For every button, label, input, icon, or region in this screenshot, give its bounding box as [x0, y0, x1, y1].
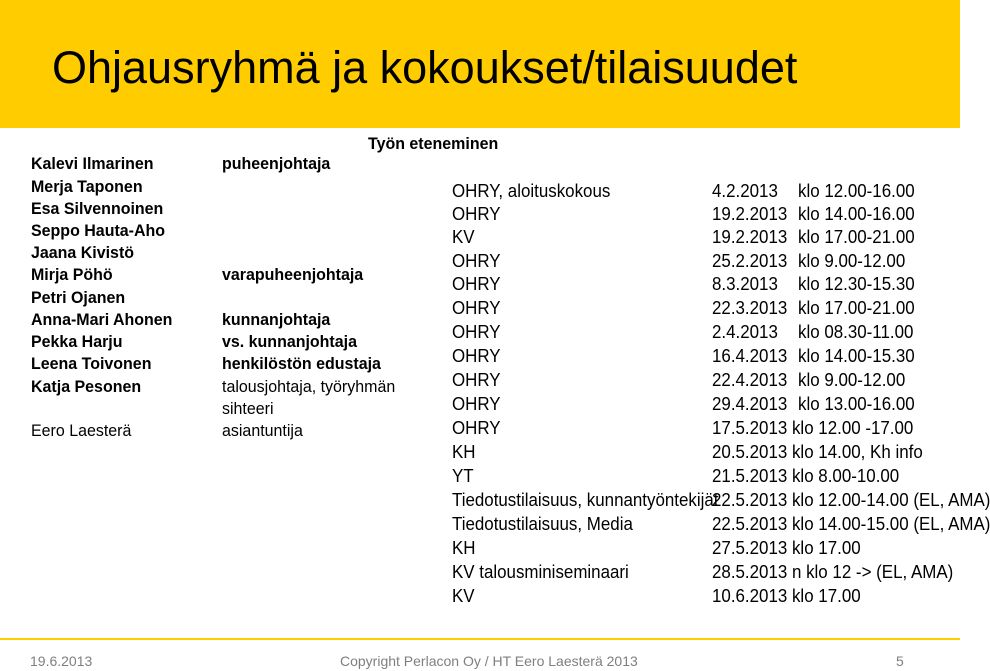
- meeting-event: OHRY, aloituskokous: [452, 181, 611, 201]
- meeting-date: 16.4.2013: [712, 346, 788, 366]
- member-name: Esa Silvennoinen: [31, 199, 164, 218]
- member-name: Katja Pesonen: [31, 377, 142, 396]
- meeting-event: Tiedotustilaisuus, Media: [452, 514, 633, 534]
- member-name: Leena Toivonen: [31, 354, 152, 373]
- role-label: talousjohtaja, työryhmän: [222, 377, 396, 396]
- meeting-event: OHRY: [452, 274, 501, 294]
- footer-copyright: Copyright Perlacon Oy / HT Eero Laesterä 2013: [340, 653, 638, 669]
- meeting-date: 28.5.2013 n klo 12 -> (EL, AMA): [712, 562, 954, 582]
- member-name: Merja Taponen: [31, 177, 143, 196]
- meeting-date: 22.3.2013: [712, 298, 788, 318]
- meeting-event: OHRY: [452, 346, 501, 366]
- meeting-event: KH: [452, 538, 476, 558]
- member-name: Mirja Pöhö: [31, 265, 113, 284]
- meeting-event: OHRY: [452, 204, 501, 224]
- meeting-time: klo 14.00-16.00: [798, 204, 915, 224]
- meeting-time: klo 9.00-12.00: [798, 251, 906, 271]
- meeting-event: OHRY: [452, 394, 501, 414]
- role-label: puheenjohtaja: [222, 154, 331, 173]
- meeting-time: klo 12.00-16.00: [798, 181, 915, 201]
- role-label: henkilöstön edustaja: [222, 354, 381, 373]
- footer-divider: [0, 638, 960, 640]
- member-name: Seppo Hauta-Aho: [31, 221, 166, 240]
- meeting-time: klo 17.00-21.00: [798, 227, 915, 247]
- meeting-date: 27.5.2013 klo 17.00: [712, 538, 861, 558]
- meeting-time: klo 12.30-15.30: [798, 274, 915, 294]
- meeting-date: 22.4.2013: [712, 370, 788, 390]
- meeting-event: OHRY: [452, 298, 501, 318]
- member-name: Pekka Harju: [31, 332, 123, 351]
- footer-date: 19.6.2013: [30, 653, 93, 669]
- slide-title: Ohjausryhmä ja kokoukset/tilaisuudet: [52, 42, 798, 93]
- meeting-date: 4.2.2013: [712, 181, 778, 201]
- section-heading: Työn eteneminen: [368, 134, 499, 153]
- meeting-event: KV talousminiseminaari: [452, 562, 629, 582]
- meeting-date: 10.6.2013 klo 17.00: [712, 586, 861, 606]
- meeting-date: 21.5.2013 klo 8.00-10.00: [712, 466, 900, 486]
- meeting-event: KV: [452, 227, 475, 247]
- meeting-event: KH: [452, 442, 476, 462]
- meeting-time: klo 9.00-12.00: [798, 370, 906, 390]
- member-name: Eero Laesterä: [31, 421, 132, 440]
- meeting-event: OHRY: [452, 322, 501, 342]
- role-label: kunnanjohtaja: [222, 310, 331, 329]
- meeting-time: klo 14.00-15.30: [798, 346, 915, 366]
- member-name: Kalevi Ilmarinen: [31, 154, 154, 173]
- meeting-time: klo 13.00-16.00: [798, 394, 915, 414]
- meeting-date: 2.4.2013: [712, 322, 778, 342]
- meeting-event: KV: [452, 586, 475, 606]
- meeting-event: OHRY: [452, 251, 501, 271]
- role-label: asiantuntija: [222, 421, 303, 440]
- meeting-date: 22.5.2013 klo 14.00-15.00 (EL, AMA): [712, 514, 990, 534]
- meeting-event: OHRY: [452, 370, 501, 390]
- meeting-date: 22.5.2013 klo 12.00-14.00 (EL, AMA): [712, 490, 990, 510]
- meeting-date: 25.2.2013: [712, 251, 788, 271]
- role-label: sihteeri: [222, 399, 274, 418]
- meeting-event: YT: [452, 466, 474, 486]
- member-name: Anna-Mari Ahonen: [31, 310, 173, 329]
- meeting-date: 8.3.2013: [712, 274, 778, 294]
- role-label: vs. kunnanjohtaja: [222, 332, 357, 351]
- member-name: Jaana Kivistö: [31, 243, 135, 262]
- meeting-time: klo 08.30-11.00: [798, 322, 914, 342]
- member-name: Petri Ojanen: [31, 288, 126, 307]
- meeting-date: 17.5.2013 klo 12.00 -17.00: [712, 418, 914, 438]
- meeting-date: 29.4.2013: [712, 394, 788, 414]
- role-label: varapuheenjohtaja: [222, 265, 364, 284]
- meeting-event: OHRY: [452, 418, 501, 438]
- meeting-date: 19.2.2013: [712, 227, 788, 247]
- page-number: 5: [896, 653, 904, 669]
- meeting-time: klo 17.00-21.00: [798, 298, 915, 318]
- meeting-event: Tiedotustilaisuus, kunnantyöntekijät: [452, 490, 719, 510]
- meeting-date: 20.5.2013 klo 14.00, Kh info: [712, 442, 923, 462]
- meeting-date: 19.2.2013: [712, 204, 788, 224]
